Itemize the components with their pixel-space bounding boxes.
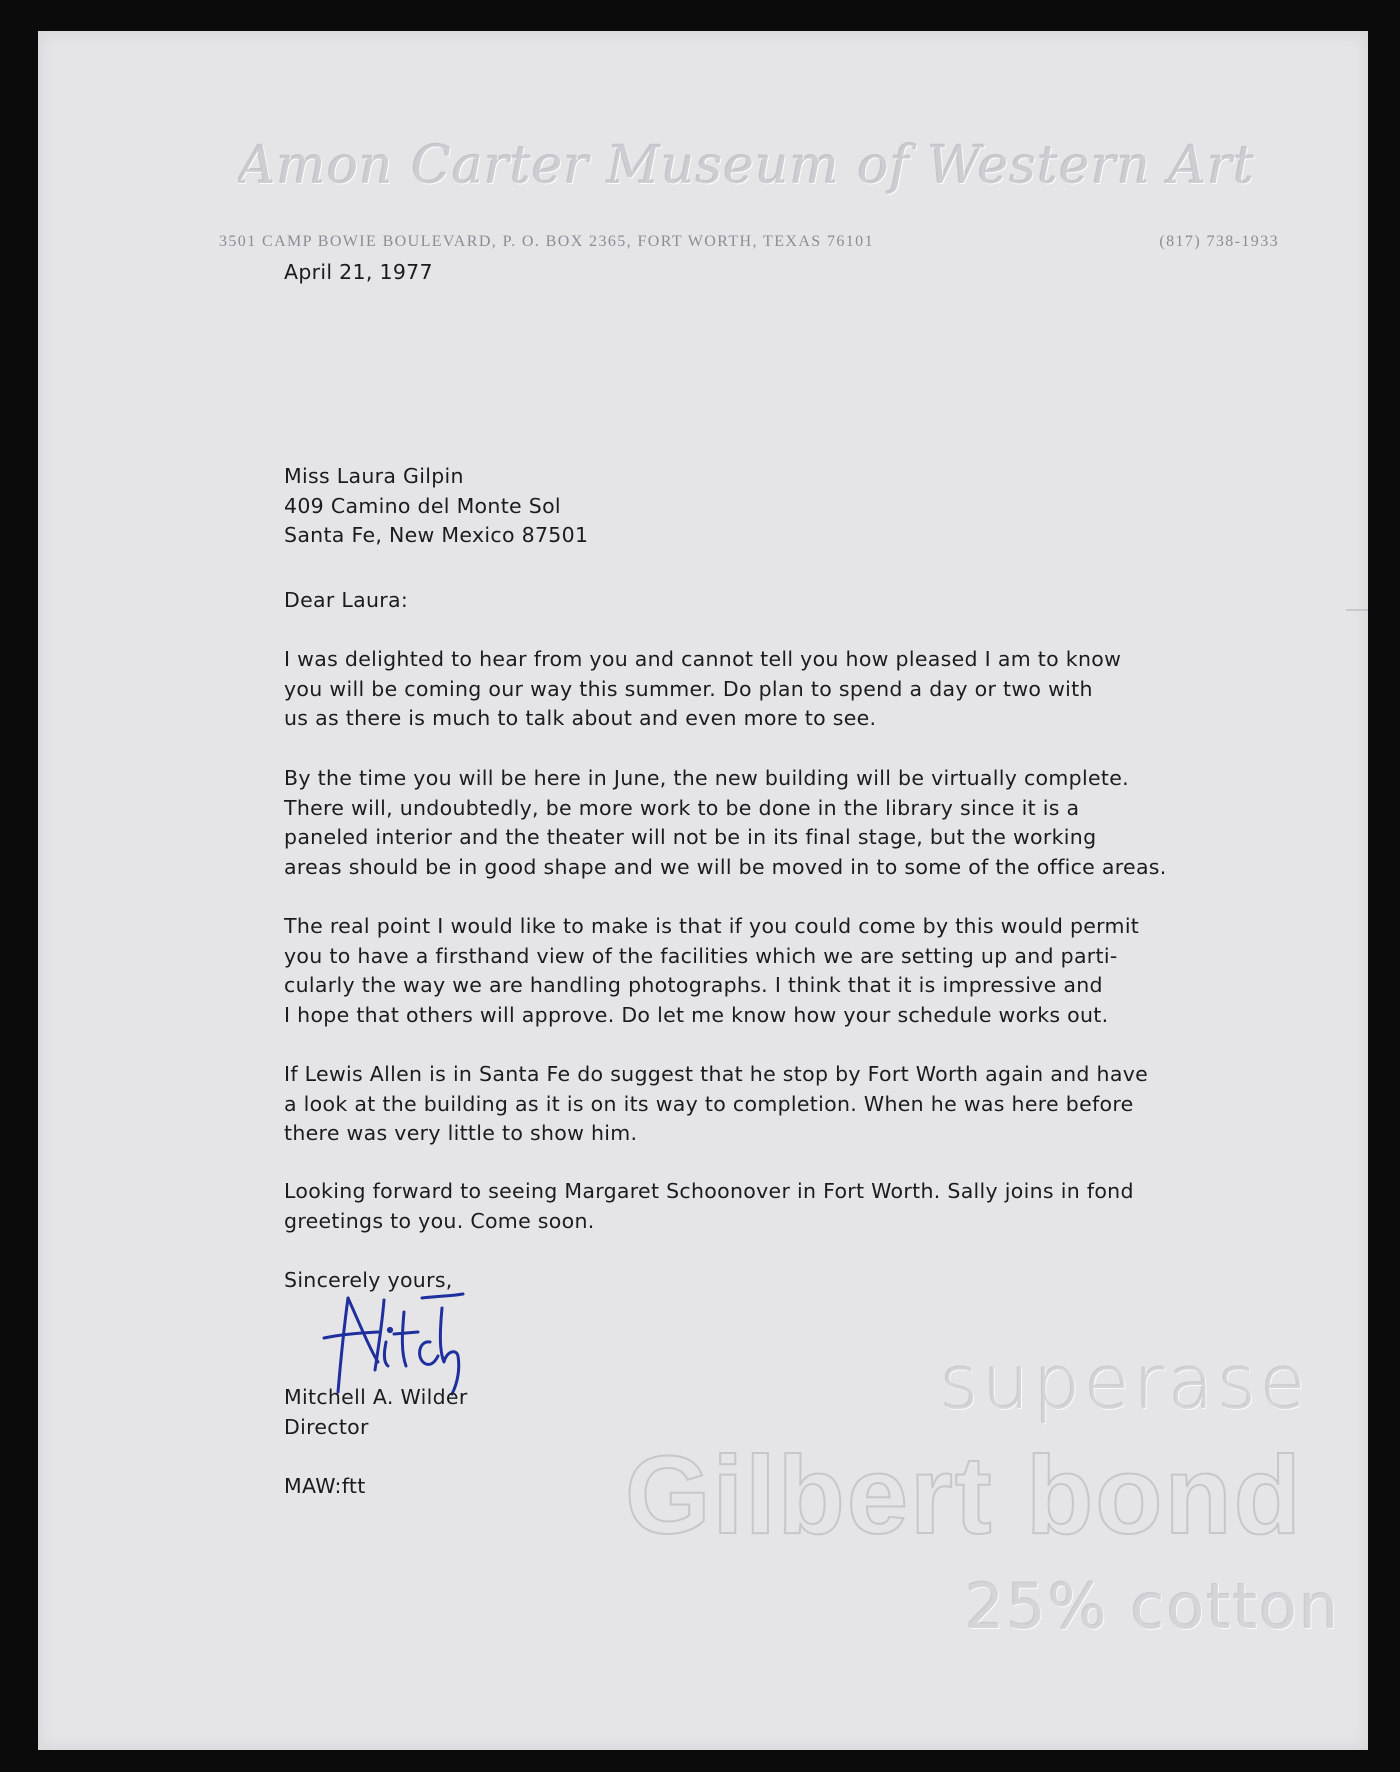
paragraph-5 xyxy=(284,1177,1244,1236)
reference-initials: MAW:ftt xyxy=(284,1474,366,1498)
recipient-name: Miss Laura Gilpin xyxy=(284,464,464,488)
paragraph-4 xyxy=(284,1060,1244,1149)
paragraph-line: By the time you will be here in June, the new building will be virtually complete. xyxy=(284,766,1129,790)
paragraph-line: There will, undoubtedly, be more work to be done in the library since it is a xyxy=(284,795,1080,820)
paragraph-line: areas should be in good shape and we will be moved in to some of the office areas. xyxy=(284,854,1167,879)
letterhead-phone: (817) 738-1933 xyxy=(1159,233,1279,250)
paragraph-2 xyxy=(284,764,1244,882)
paragraph-line: you will be coming our way this summer. Do plan to spend a day or two with xyxy=(284,676,1093,701)
closing: Sincerely yours, xyxy=(284,1268,453,1292)
paragraph-line: Looking forward to seeing Margaret Schoonover in Fort Worth. Sally joins in fond xyxy=(284,1179,1134,1203)
paragraph-line: I was delighted to hear from you and cannot tell you how pleased I am to know xyxy=(284,647,1122,671)
letterhead-embossed-name: Amon Carter Museum of Western Art xyxy=(238,136,1256,196)
paragraph-line: us as there is much to talk about and even more to see. xyxy=(284,706,877,730)
paragraph-1 xyxy=(284,645,1244,734)
paragraph-line: The real point I would like to make is that if you could come by this would permit xyxy=(284,914,1140,938)
paragraph-3 xyxy=(284,912,1244,1030)
paragraph-line: you to have a firsthand view of the facilities which we are setting up and parti- xyxy=(284,943,1118,968)
recipient-address xyxy=(284,462,1244,551)
paragraph-line: greetings to you. Come soon. xyxy=(284,1208,595,1233)
recipient-street: 409 Camino del Monte Sol xyxy=(284,493,561,518)
letter-date: April 21, 1977 xyxy=(284,260,433,284)
fold-mark xyxy=(1346,609,1368,611)
paragraph-line: cularly the way we are handling photographs. I think that it is impressive and xyxy=(284,973,1103,997)
letterhead-address: 3501 CAMP BOWIE BOULEVARD, P. O. BOX 2365, FORT WORTH, TEXAS 76101 xyxy=(219,233,874,250)
watermark-superase: superase xyxy=(940,1340,1310,1426)
paragraph-line: If Lewis Allen is in Santa Fe do suggest that he stop by Fort Worth again and have xyxy=(284,1062,1149,1086)
paragraph-line: paneled interior and the theater will not be in its final stage, but the working xyxy=(284,825,1097,849)
watermark-gilbert-bond: Gilbert bond xyxy=(625,1434,1303,1557)
signer-title: Director xyxy=(284,1414,369,1439)
letterhead-address-line xyxy=(219,233,1279,251)
recipient-city: Santa Fe, New Mexico 87501 xyxy=(284,523,589,547)
watermark-cotton: 25% cotton xyxy=(965,1570,1341,1643)
paragraph-line: I hope that others will approve. Do let me know how your schedule works out. xyxy=(284,1002,1109,1027)
paragraph-line: a look at the building as it is on its way to completion. When he was here before xyxy=(284,1091,1134,1116)
paragraph-line: there was very little to show him. xyxy=(284,1121,638,1145)
signer-name: Mitchell A. Wilder xyxy=(284,1385,468,1409)
salutation: Dear Laura: xyxy=(284,588,409,612)
